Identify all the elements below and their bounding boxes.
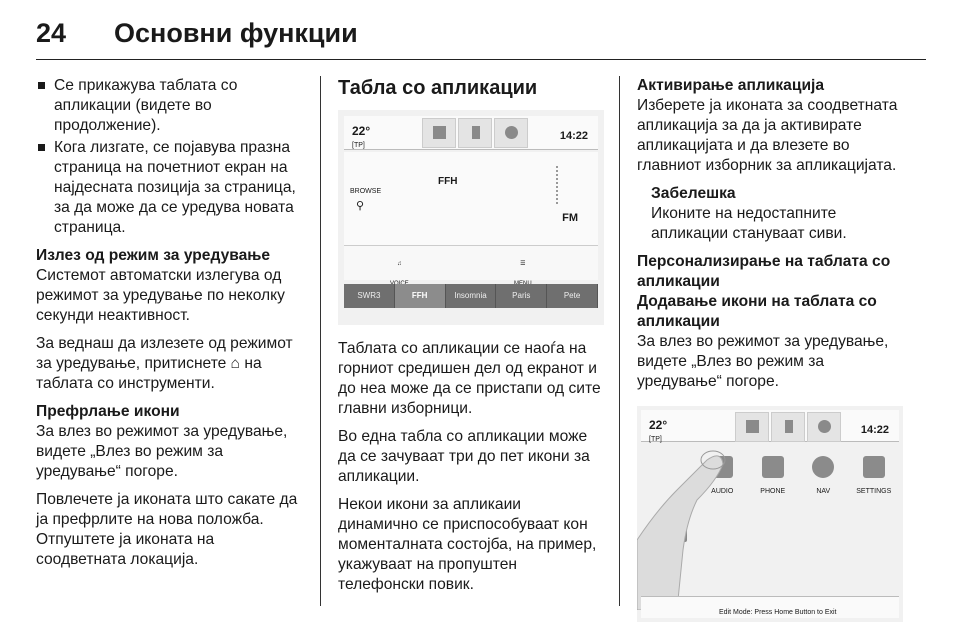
nav-app — [798, 448, 849, 508]
browse-label: BROWSE — [350, 188, 382, 195]
list-item: Се прикажува таблата со апликации (видете во продолжение). — [36, 76, 308, 136]
voice-icon: ♫ — [390, 254, 409, 294]
edit-mode-footer — [641, 596, 899, 618]
column-left — [36, 76, 308, 578]
section-heading: Излез од режим за уредување — [36, 247, 271, 264]
page-number: 24 — [36, 18, 67, 48]
compass-icon — [812, 456, 834, 478]
nav-icon — [494, 118, 528, 148]
paragraph: Некои икони за апликаии динамично се приспособуваат кон моменталната состојба, на пример, укажуваат на пропуштен телефонски повик. — [338, 496, 597, 593]
temperature: 22° — [649, 418, 668, 432]
page-header — [36, 14, 926, 60]
edit-mode-screenshot — [637, 406, 903, 622]
phone-icon — [458, 118, 492, 148]
preset-button: SWR3 — [344, 284, 395, 308]
station-name: FFH — [438, 176, 458, 187]
band-label: FM — [562, 212, 578, 224]
section-heading: Префрлање икони — [36, 403, 180, 420]
paragraph: За веднаш да излезете од режимот за уредување, притиснете ⌂ на таблата со инструменти. — [36, 335, 293, 392]
app-label: NAV — [816, 488, 831, 495]
menu-icon: ☰ — [514, 254, 532, 294]
column-divider — [619, 76, 620, 606]
preset-button: Paris — [496, 284, 547, 308]
note-block — [637, 184, 903, 244]
paragraph: За влез во режимот за уредување, видете „Влез во режим за уредување“ погоре. — [637, 333, 889, 390]
music-icon — [735, 412, 769, 442]
temperature: 22° — [352, 124, 371, 138]
gear-icon — [863, 456, 885, 478]
edit-mode-text: Edit Mode: Press Home Button to Exit — [719, 609, 837, 616]
tp-label: [TP] — [649, 436, 662, 443]
tuner-dial-icon — [556, 166, 580, 204]
control-row — [344, 246, 598, 280]
preset-bar — [344, 284, 598, 308]
clock: 14:22 — [559, 130, 588, 142]
section-heading: Персонализирање на таблата со апликации — [637, 253, 891, 290]
preset-button: FFH — [395, 284, 446, 308]
phone-app — [748, 448, 799, 508]
nav-icon — [807, 412, 841, 442]
section-title: Табла со апликации — [338, 77, 538, 99]
page-title: Основни функции — [114, 18, 358, 48]
settings-app — [849, 448, 900, 508]
list-item: Кога лизгате, се појавува празна страница на почетниот екран на најдесната позиција за страница, за да може да се уредува новата страница. — [36, 138, 308, 238]
note-heading: Забелешка — [651, 185, 736, 202]
section-heading: Активирање апликација — [637, 77, 825, 94]
note-text: Иконите на недостапните апликации стануваат сиви. — [651, 205, 847, 242]
paragraph: Изберете ја иконата за соодветната апликација за да ја активирате апликацијата и да влезете во главниот изборник за апликацијата. — [637, 97, 898, 174]
app-label: PHONE — [760, 488, 786, 495]
paragraph: Повлечете ја иконата што сакате да ја префрлите на нова положба. Отпуштете ја иконата на соодветната локација. — [36, 491, 298, 568]
hand-icon — [637, 420, 729, 610]
phone-icon — [771, 412, 805, 442]
paragraph: Во една табла со апликации може да се зачуваат три до пет икони за апликации. — [338, 428, 590, 485]
column-divider — [320, 76, 321, 606]
music-icon — [422, 118, 456, 148]
column-right — [637, 76, 903, 622]
clock: 14:22 — [860, 424, 889, 436]
column-middle — [338, 76, 604, 603]
preset-button: Pete — [547, 284, 598, 308]
paragraph: За влез во режимот за уредување, видете „Влез во режим за уредување“ погоре. — [36, 423, 288, 480]
preset-button: Insomnia — [446, 284, 497, 308]
app-label: SETTINGS — [856, 488, 892, 495]
search-icon: ⚲ — [356, 200, 365, 212]
section-heading: Додавање икони на таблата со апликации — [637, 293, 877, 330]
app-tray-bar — [344, 116, 598, 150]
app-tray-screenshot — [338, 110, 604, 325]
radio-main — [344, 152, 598, 246]
paragraph: Системот автоматски излегува од режимот за уредување по неколку секунди неактивност. — [36, 267, 285, 324]
paragraph: Таблата со апликации се наоѓа на горниот средишен дел од екранот и до неа може да се пристапи од сите главни изборници. — [338, 340, 601, 417]
app-label: AUDIO — [711, 488, 734, 495]
tp-label: [TP] — [352, 142, 365, 149]
phone-icon — [762, 456, 784, 478]
